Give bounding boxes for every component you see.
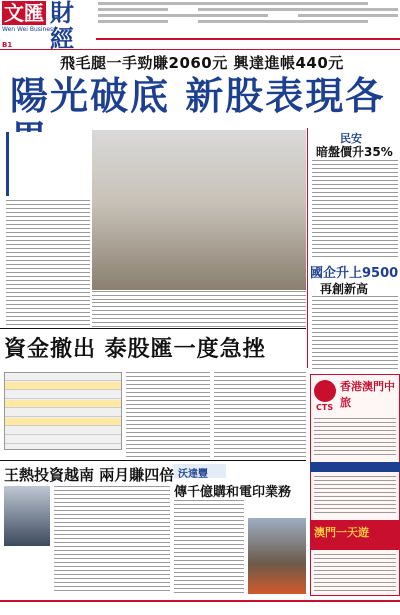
news-photo <box>92 130 306 290</box>
ad-brand: CTS <box>316 403 334 412</box>
logo-business: 財經 <box>50 0 74 53</box>
sidebar-subhead-2: 再創新高 <box>320 282 369 296</box>
ticker-column <box>298 2 398 32</box>
ticker-column <box>198 2 298 32</box>
logo-wenwei: 文匯 <box>4 1 44 25</box>
street-photo <box>248 518 306 594</box>
story-headline-2: 傳千億購和電印業務 <box>174 485 292 500</box>
table-row <box>5 382 121 390</box>
sidebar-headline: 暗盤價升35% <box>316 145 393 159</box>
sidebar-article <box>312 296 398 370</box>
ad-text <box>314 554 396 592</box>
lead-paragraph <box>6 132 90 196</box>
ad-text <box>314 476 396 516</box>
table-row <box>5 373 121 381</box>
stock-table <box>4 372 122 450</box>
main-headline: 陽光破底 新股表現各 <box>10 74 386 118</box>
top-headline: 飛毛腿一手勁賺2060元 興達進帳440元 <box>60 54 344 72</box>
column-divider <box>307 128 308 368</box>
article-body <box>54 486 170 594</box>
sidebar-article <box>312 160 398 258</box>
ticker-column <box>98 2 198 32</box>
story-headline: 王熱投資越南 兩月賺四倍 <box>4 466 175 484</box>
table-row <box>5 391 121 399</box>
page-number: B1 <box>2 41 13 49</box>
article-body <box>174 500 244 594</box>
table-row <box>5 427 121 435</box>
cts-logo-icon <box>314 380 336 402</box>
sidebar-subhead: 國企升上9500 <box>310 266 399 281</box>
table-row <box>5 400 121 408</box>
story-label: 沃達豐 <box>178 469 208 480</box>
ad-title: 香港澳門中旅 <box>340 380 395 409</box>
table-row <box>5 409 121 417</box>
ad-band <box>310 462 400 472</box>
table-row <box>5 436 121 444</box>
portrait-photo <box>4 486 50 546</box>
article-body <box>92 302 306 328</box>
info-bar <box>0 40 400 50</box>
market-ticker <box>98 2 398 32</box>
logo-subtitle: Wen Wei Business <box>2 26 57 33</box>
article-body <box>126 372 210 460</box>
section-divider <box>0 460 306 461</box>
table-row <box>5 418 121 426</box>
footer-rule <box>0 600 400 602</box>
photo-caption <box>92 291 306 300</box>
sidebar-label: 民安 <box>340 132 362 145</box>
section-divider <box>0 328 306 329</box>
article-body <box>6 200 90 330</box>
ad-promo: 澳門一天遊 <box>314 526 369 539</box>
article-body <box>214 372 306 460</box>
ad-text <box>314 418 396 458</box>
section-headline: 資金撤出 泰股匯一度急挫 <box>4 337 266 362</box>
